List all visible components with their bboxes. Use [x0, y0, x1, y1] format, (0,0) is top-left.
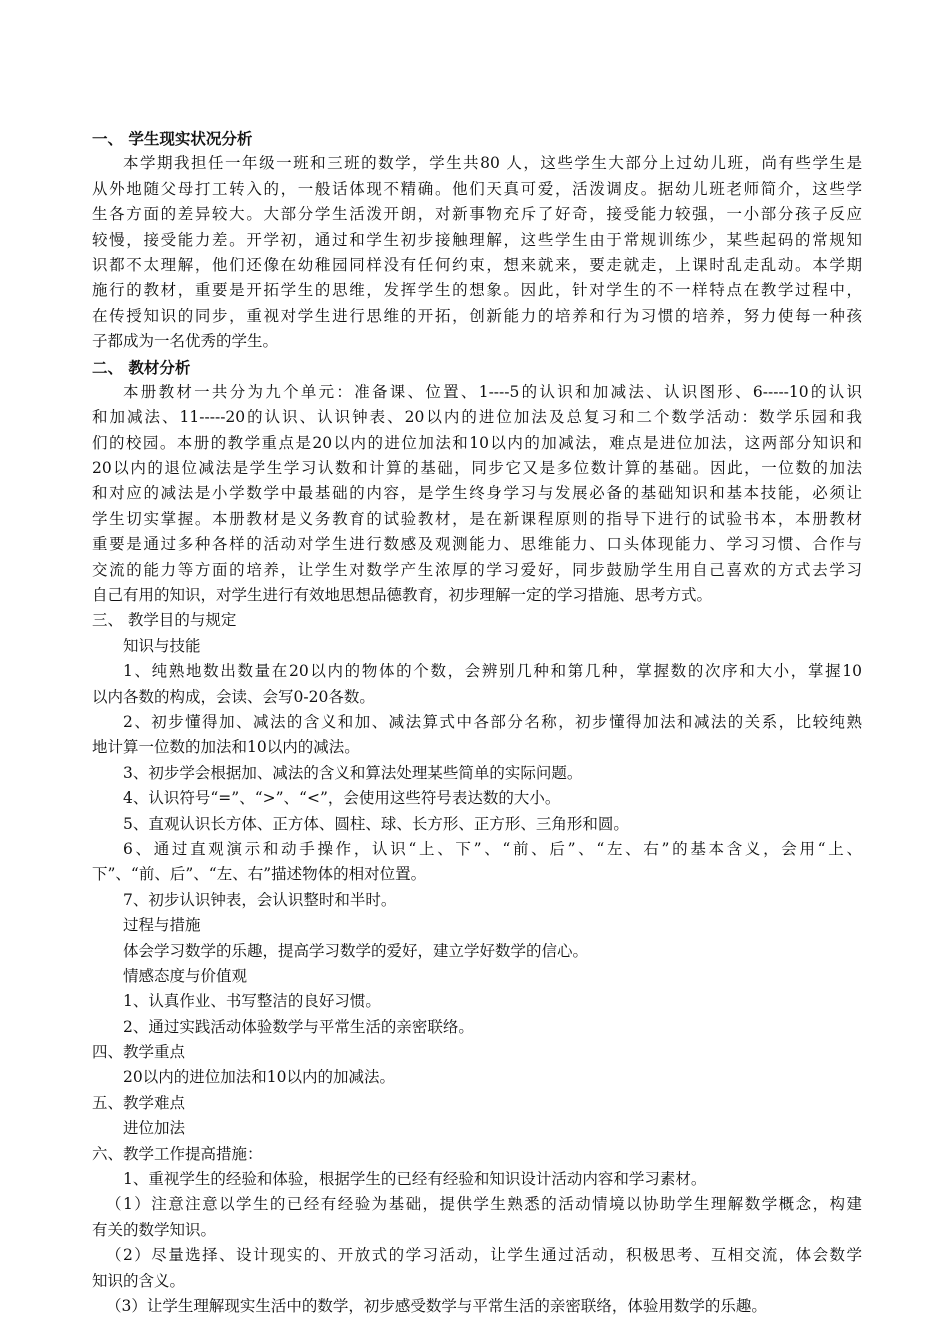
paragraph-line: 在传授知识的同步，重视对学生进行思维的开拓，创新能力的培养和行为习惯的培养，努力使每一种孩 [92, 306, 862, 325]
paragraph-line: 生各方面的差异较大。大部分学生活泼开朗，对新事物充斥了好奇，接受能力较强，一小部分孩子反应 [92, 205, 862, 224]
paragraph-line: 本册教材一共分为九个单元：准备课、位置、1----5的认识和加减法、认识图形、6-----10的认识 [123, 382, 862, 401]
list-item: 2、通过实践活动体验数学与平常生活的亲密联络。 [123, 1017, 474, 1036]
list-item: 3、初步学会根据加、减法的含义和算法处理某些简单的实际问题。 [123, 763, 583, 782]
paragraph-line: 子都成为一名优秀的学生。 [92, 332, 279, 351]
sub-list-item: （3）让学生理解现实生活中的数学，初步感受数学与平常生活的亲密联络，体验用数学的乐趣。 [106, 1296, 767, 1315]
list-item: 1、纯熟地数出数量在20以内的物体的个数，会辨别几种和第几种，掌握数的次序和大小，掌握10 [123, 662, 862, 681]
section-heading-6: 六、教学工作提高措施： [92, 1144, 263, 1163]
paragraph-line: 较慢，接受能力差。开学初，通过和学生初步接触理解，这些学生由于常规训练少，某些起码的常规知 [92, 230, 862, 249]
paragraph-line: 识都不太理解，他们还像在幼稚园同样没有任何约束，想来就来，要走就走，上课时乱走乱动。本学期 [92, 255, 862, 274]
paragraph-line: 施行的教材，重要是开拓学生的思维，发挥学生的想象。因此，针对学生的不一样特点在教学过程中， [92, 281, 862, 300]
document-page [92, 126, 862, 1319]
list-item: 5、直观认识长方体、正方体、圆柱、球、长方形、正方形、三角形和圆。 [123, 814, 629, 833]
paragraph-line: 们的校园。本册的教学重点是20以内的进位加法和10以内的加减法，难点是进位加法，这两部分知识和 [92, 433, 862, 452]
subheading-process-methods: 过程与措施 [123, 916, 201, 935]
sub-list-item-continuation: 知识的含义。 [92, 1271, 186, 1290]
list-item-continuation: 以内各数的构成，会读、会写0-20各数。 [92, 687, 375, 706]
sub-list-item: （1）注意注意以学生的已经有经验为基础，提供学生熟悉的活动情境以协助学生理解数学概念，构建 [106, 1195, 862, 1214]
section-heading-4: 四、教学重点 [92, 1043, 186, 1062]
paragraph-line: 学生切实掌握。本册教材是义务教育的试验教材，是在新课程原则的指导下进行的试验书本，本册教材 [92, 509, 862, 528]
paragraph-line: 从外地随父母打工转入的，一般话体现不精确。他们天真可爱，活泼调皮。据幼儿班老师简介，这些学 [92, 179, 862, 198]
section-heading-1: 一、 学生现实状况分析 [92, 129, 253, 148]
paragraph-line: 自己有用的知识，对学生进行有效地思想品德教育，初步理解一定的学习措施、思考方式。 [92, 586, 713, 605]
section-heading-3: 三、 教学目的与规定 [92, 611, 237, 630]
list-item: 4、认识符号“=”、“>”、“<”，会使用这些符号表达数的大小。 [123, 789, 561, 808]
subheading-attitude-values: 情感态度与价值观 [123, 966, 248, 985]
paragraph-line: 进位加法 [123, 1119, 186, 1138]
list-item: 1、重视学生的经验和体验，根据学生的已经有经验和知识设计活动内容和学习素材。 [123, 1170, 707, 1189]
list-item: 7、初步认识钟表，会认识整时和半时。 [123, 890, 397, 909]
subheading-knowledge-skills: 知识与技能 [123, 636, 201, 655]
list-item: 6、通过直观演示和动手操作，认识“上、下”、“前、后”、“左、右”的基本含义，会用“上、 [123, 839, 862, 858]
paragraph-line: 和对应的减法是小学数学中最基础的内容，是学生终身学习与发展必备的基础知识和基本技能，必须让 [92, 484, 862, 503]
list-item: 1、认真作业、书写整洁的良好习惯。 [123, 992, 381, 1011]
sub-list-item: （2）尽量选择、设计现实的、开放式的学习活动，让学生通过活动，积极思考、互相交流，体会数学 [106, 1246, 862, 1265]
list-item-continuation: 下”、“前、后”、“左、右”描述物体的相对位置。 [92, 865, 427, 884]
list-item: 2、初步懂得加、减法的含义和加、减法算式中各部分名称，初步懂得加法和减法的关系，比较纯熟 [123, 712, 862, 731]
paragraph-line: 体会学习数学的乐趣，提高学习数学的爱好，建立学好数学的信心。 [123, 941, 589, 960]
paragraph-line: 交流的能力等方面的培养，让学生对数学产生浓厚的学习爱好，同步鼓励学生用自己喜欢的方式去学习 [92, 560, 862, 579]
paragraph-line: 重要是通过多种各样的活动对学生进行数感及观测能力、思维能力、口头体现能力、学习习惯、合作与 [92, 535, 862, 554]
list-item-continuation: 地计算一位数的加法和10以内的减法。 [92, 738, 360, 757]
paragraph-line: 和加减法、11-----20的认识、认识钟表、20以内的进位加法及总复习和二个数学活动：数学乐园和我 [92, 408, 862, 427]
section-heading-5: 五、教学难点 [92, 1093, 186, 1112]
paragraph-line: 本学期我担任一年级一班和三班的数学，学生共80 人，这些学生大部分上过幼儿班，尚有些学生是 [123, 154, 862, 173]
sub-list-item-continuation: 有关的数学知识。 [92, 1220, 217, 1239]
paragraph-line: 20以内的进位加法和10以内的加减法。 [123, 1068, 395, 1087]
section-heading-2: 二、 教材分析 [92, 357, 191, 377]
paragraph-line: 20以内的退位减法是学生学习认数和计算的基础，同步它又是多位数计算的基础。因此，一位数的加法 [92, 459, 862, 478]
